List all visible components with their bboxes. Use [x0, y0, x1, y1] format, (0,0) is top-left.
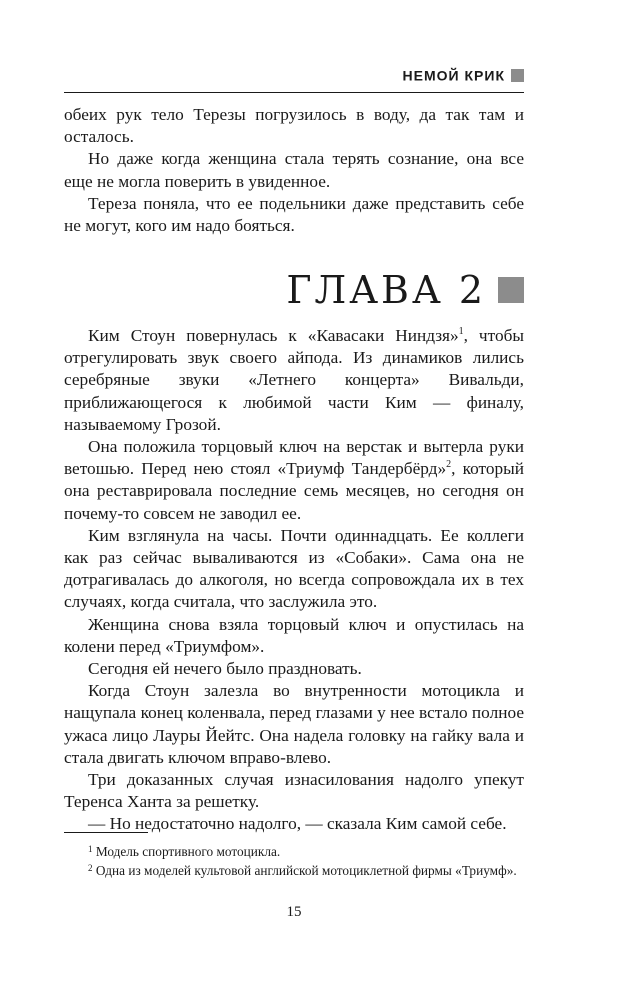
paragraph: Ким взглянула на часы. Почти одиннадцать. Ее коллеги как раз сейчас вываливаются из «Собаки». Сама она не дотрагивалась до алкоголя, но всегда сопровождала их в тех случаях, когда считала, что заслужила это.	[64, 525, 524, 612]
header-square-marker	[511, 69, 524, 82]
top-text-block	[64, 104, 524, 237]
chapter-title: ГЛАВА 2	[286, 268, 486, 312]
footnote	[64, 861, 524, 880]
paragraph-text: Она положила торцовый ключ на верстак и вытерла руки ветошью. Перед нею стоял «Триумф Тандербёрд»	[64, 437, 524, 479]
header-rule	[64, 92, 524, 93]
chapter-heading	[64, 268, 524, 318]
paragraph: Тереза поняла, что ее подельники даже представить себе не могут, кого им надо бояться.	[64, 193, 524, 236]
footnote-rule	[64, 832, 148, 833]
footnote-ref: 1	[458, 326, 464, 337]
paragraph: Но даже когда женщина стала терять сознание, она все еще не могла поверить в увиденное.	[64, 149, 524, 191]
paragraph: — Но недостаточно надолго, — сказала Ким самой себе.	[88, 814, 507, 834]
paragraph: Сегодня ей нечего было праздновать.	[88, 659, 362, 679]
running-title: НЕМОЙ КРИК	[402, 67, 505, 84]
paragraph-text: , чтобы отрегулировать звук своего айпода. Из динамиков лились серебряные звуки «Летнего концерта» Вивальди, приближающегося к любимой части Ким — финалу, называемому Грозой.	[64, 326, 524, 434]
paragraph: Женщина снова взяла торцовый ключ и опустилась на колени перед «Триумфом».	[64, 614, 524, 656]
main-text-block	[64, 325, 524, 836]
paragraph	[64, 325, 524, 436]
paragraph-text: Ким Стоун повернулась к «Кавасаки Ниндзя»	[88, 326, 459, 345]
footnote-ref: 2	[446, 459, 452, 471]
paragraph	[64, 436, 524, 525]
running-header	[64, 66, 524, 88]
page-number: 15	[286, 904, 302, 920]
footnote-text: Модель спортивного мотоцикла.	[92, 844, 281, 859]
footnote	[64, 842, 524, 861]
paragraph: обеих рук тело Терезы погрузилось в воду, да так там и осталось.	[64, 105, 524, 147]
paragraph: Когда Стоун залезла во внутренности мотоцикла и нащупала конец коленвала, перед глазами у нее встало полное ужаса лицо Лауры Йейтс. Она надела головку на гайку вала и стала двигать ключом вправо-влево.	[64, 681, 524, 767]
paragraph: Три доказанных случая изнасилования надолго упекут Теренса Ханта за решетку.	[64, 770, 524, 812]
footnote-mark: 2	[88, 863, 93, 873]
footnote-text: Одна из моделей культовой английской мотоциклетной фирмы «Триумф».	[92, 863, 517, 878]
chapter-square-marker	[498, 277, 524, 303]
paragraph-text: , который она реставрировала последние семь месяцев, но сегодня он почему-то совсем не заводил ее.	[64, 459, 524, 523]
footnote-mark: 1	[88, 844, 93, 854]
footnotes	[64, 842, 524, 880]
